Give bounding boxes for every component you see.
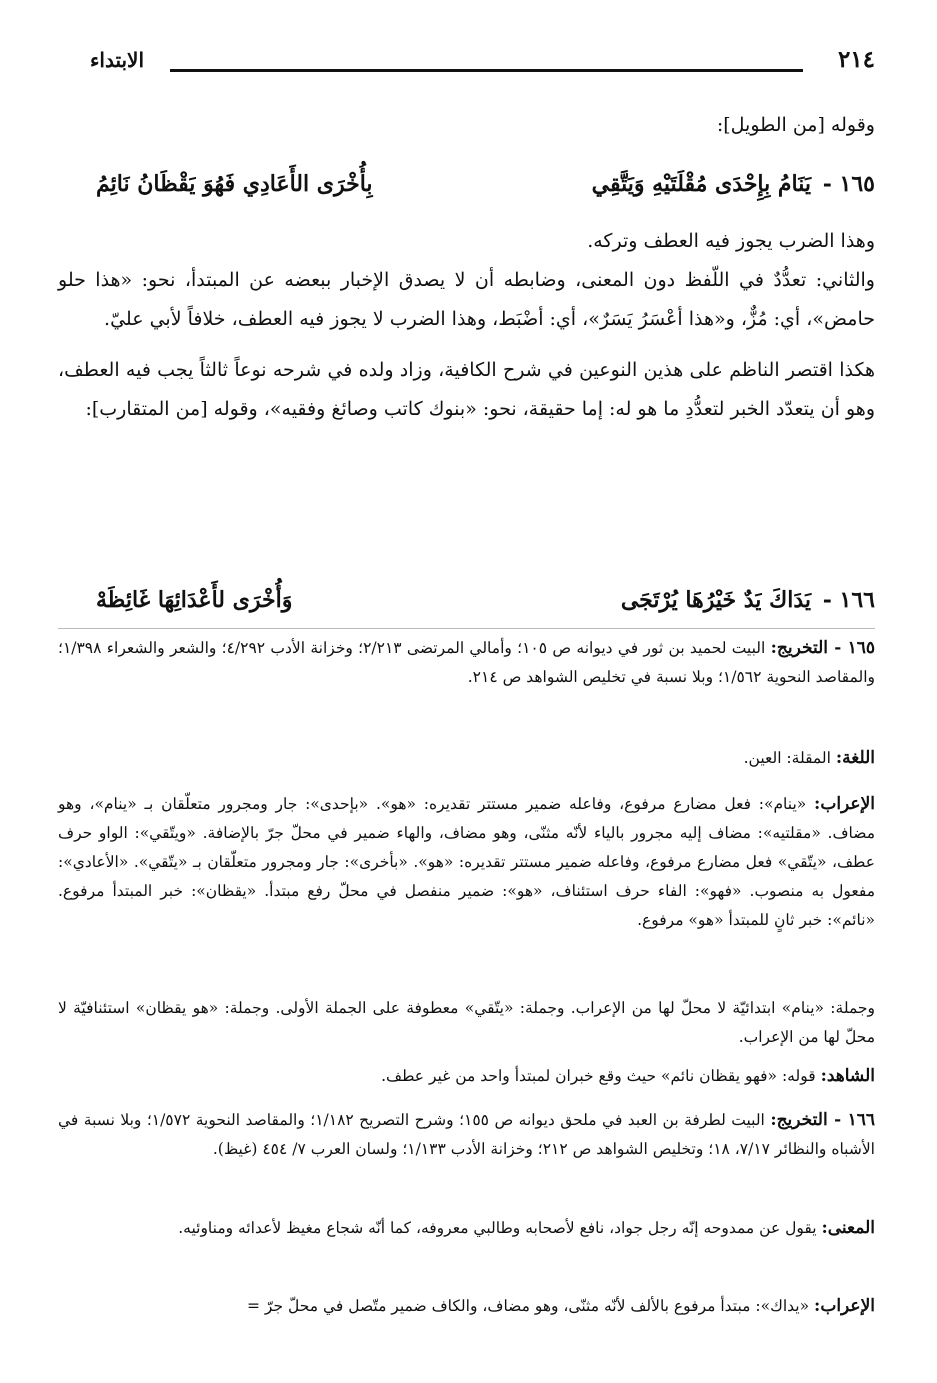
note-text: «يداك»: مبتدأ مرفوع بالألف لأنّه مثنّى، وهو مضاف، والكاف ضمير متّصل في محلّ جرّ = [247,1297,810,1315]
verse-number: ١٦٥ - [822,171,875,197]
verse-hemistich-second: وَأُخْرَى لأَعْدَائِهَا غَائِظَهْ [96,587,293,613]
note-text: المقلة: العين. [743,749,831,767]
footnote-separator [58,628,875,629]
main-text [58,222,875,429]
footnote-takhrij-166 [58,1106,875,1164]
note-text: وجملة: «ينام» ابتدائيّة لا محلّ لها من الإعراب. وجملة: «يتّقي» معطوفة على الجملة الأولى. وجملة: «هو يقظان» استئنافيّة لا محلّ لها من الإعراب. [58,999,875,1046]
note-label: الإعراب: [814,1296,875,1316]
verse-166 [96,580,875,620]
note-label: اللغة: [835,748,875,768]
note-text: «ينام»: فعل مضارع مرفوع، وفاعله ضمير مستتر تقديره: «هو». «بإحدى»: جار ومجرور متعلّقان بـ «ينام»، وهو مضاف. «مقلتيه»: مضاف إليه مجرور بالياء لأنّه مثنّى، وهو مضاف، والهاء ضمير في محلّ جرّ بالإضافة. «ويتّقي»: الواو حرف عطف، «يتّقي» فعل مضارع مرفوع، وفاعله ضمير مستتر تقديره: «هو». «بأخرى»: جار ومجرور متعلّقان بـ «يتّقي». «الأعادي»: مفعول به منصوب. «فهو»: الفاء حرف استئناف، «هو»: ضمير منفصل في محلّ رفع مبتدأ. «يقظان»: خبر المبتدأ مرفوع. «نائم»: خبر ثانٍ للمبتدأ «هو» مرفوع. [58,795,875,929]
header-rule [170,69,803,72]
footnote-irab-165 [58,790,875,935]
paragraph: وهذا الضرب يجوز فيه العطف وتركه. [587,230,875,252]
note-label: الشاهد: [820,1066,875,1086]
footnote-takhrij-165 [58,634,875,692]
verse-number: ١٦٦ - [822,587,875,613]
verse-165 [96,164,875,204]
note-text: يقول عن ممدوحه إنّه رجل جواد، نافع لأصحابه وطالبي معروفه، كما أنّه شجاع مغيظ لأعدائه ومناوئيه. [178,1219,817,1237]
footnote-shahid [58,1062,875,1091]
verse-hemistich-first: يَنَامُ بِإِحْدَى مُقْلَتَيْهِ وَيَتَّقِي [591,171,811,197]
note-label: المعنى: [821,1218,875,1238]
note-label: ١٦٥ - التخريج: [770,638,876,658]
note-label: الإعراب: [814,794,875,814]
chapter-title: الابتداء [90,48,145,72]
footnote-lugha [58,744,875,773]
footnote-irab-166 [58,1292,875,1321]
note-text: قوله: «فهو يقظان نائم» حيث وقع خبران لمبتدأ واحد من غير عطف. [381,1067,816,1085]
note-text: البيت لحميد بن ثور في ديوانه ص ١٠٥؛ وأمالي المرتضى ٢/٢١٣؛ وخزانة الأدب ٤/٢٩٢؛ والشعر والشعراء ١/٣٩٨؛ والمقاصد النحوية ١/٥٦٢؛ وبلا نسبة في تخليص الشواهد ص ٢١٤. [58,639,875,686]
intro-text: وقوله [من الطويل]: [716,114,875,136]
intro-line [58,106,875,145]
page-number: ٢١٤ [837,46,875,73]
note-label: ١٦٦ - التخريج: [770,1110,875,1130]
running-header [90,42,875,78]
verse-hemistich-second: بِأُخْرَى الأَعَادِي فَهُوَ يَقْظَانُ نَائِمُ [96,171,373,197]
paragraph: هكذا اقتصر الناظم على هذين النوعين في شرح الكافية، وزاد ولده في شرحه نوعاً ثالثاً يجب فيه العطف، وهو أن يتعدّد الخبر لتعدُّدِ ما هو له: إما حقيقة، نحو: «بنوك كاتب وصائغ وفقيه»، وقوله [من المتقارب]: [58,359,875,420]
note-text: البيت لطرفة بن العبد في ملحق ديوانه ص ١٥٥؛ وشرح التصريح ١/١٨٢؛ والمقاصد النحوية ١/٥٧٢؛ وبلا نسبة في الأشباه والنظائر ٧/١٧، ١٨؛ وتخليص الشواهد ص ٢١٢؛ وخزانة الأدب ١/١٣٣؛ ولسان العرب ٧/ ٤٥٤ (غيظ). [58,1111,875,1158]
paragraph: والثاني: تعدُّدٌ في اللّفظ دون المعنى، وضابطه أن لا يصدق الإخبار ببعضه عن المبتدأ، نحو: «هذا حلو حامض»، أي: مُزٌّ، و«هذا أعْسَرُ يَسَرٌ»، أي: أضْبَط، وهذا الضرب لا يجوز فيه العطف، خلافاً لأبي عليّ. [58,269,875,330]
verse-hemistich-first: يَدَاكَ يَدٌ خَيْرُهَا يُرْتَجَى [620,587,811,613]
footnote-maana [58,1214,875,1243]
footnote-jumla [58,994,875,1052]
